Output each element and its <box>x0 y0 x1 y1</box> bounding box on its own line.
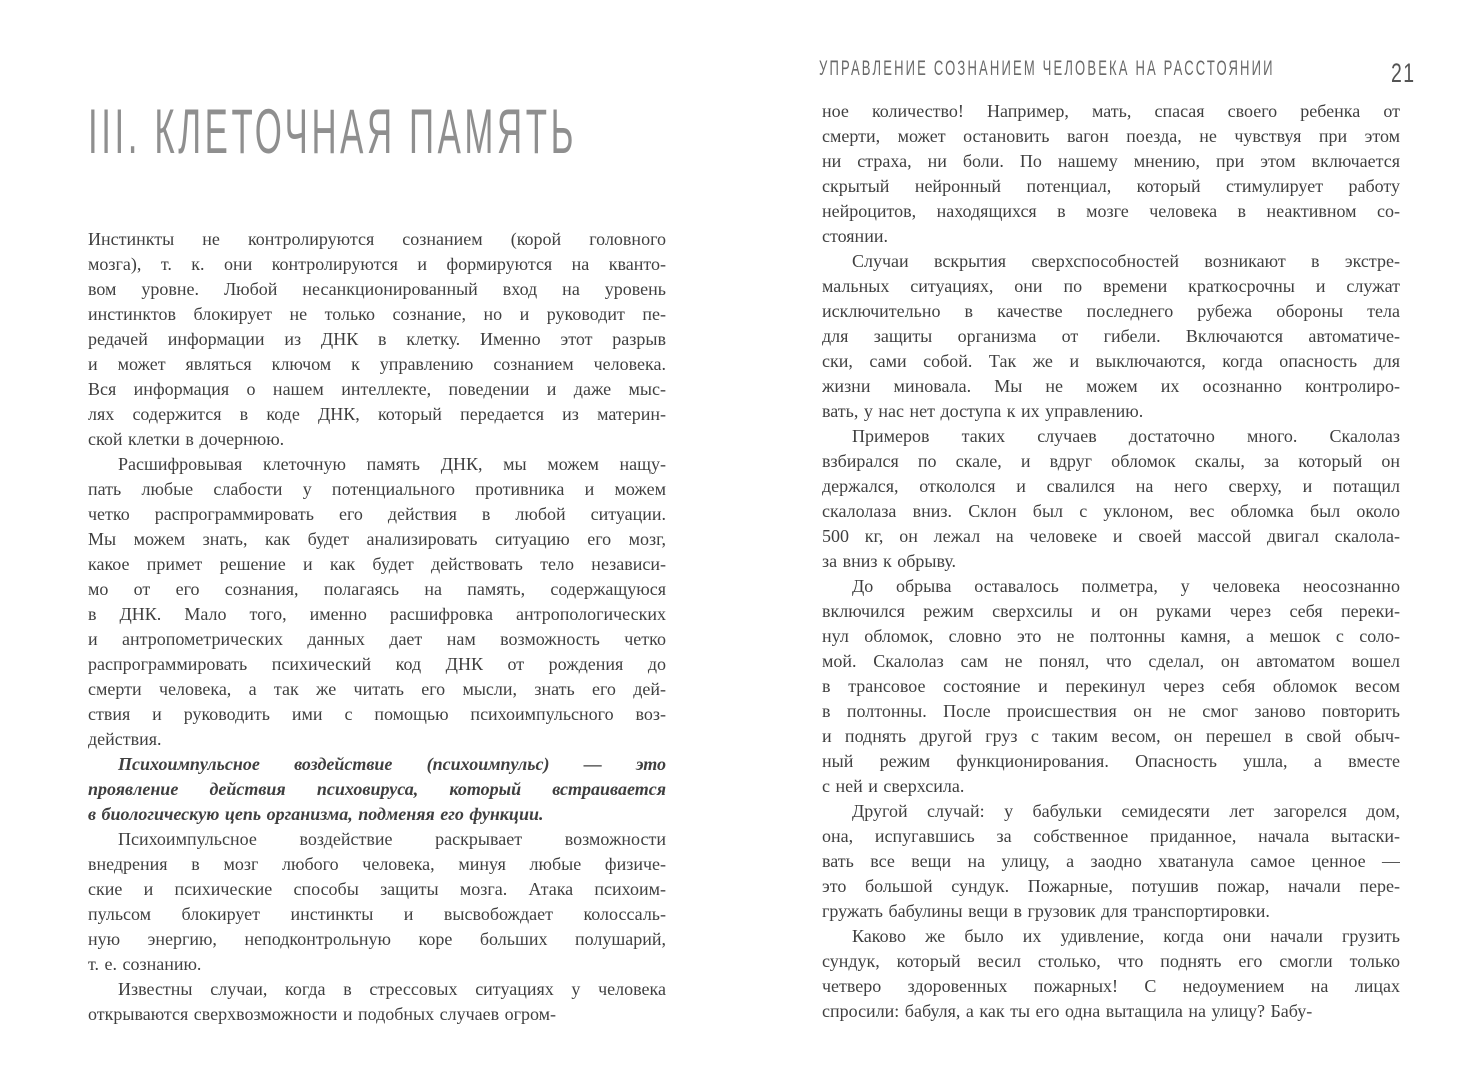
body-paragraph <box>822 249 1400 424</box>
text-line: открываются сверхвозможности и подобных случаев огром- <box>88 1004 557 1024</box>
text-line: Психоимпульсное воздействие раскрывает возможности <box>118 829 666 849</box>
text-line: ное количество! Например, мать, спасая своего ребенка от <box>822 101 1400 121</box>
text-line: ную энергию, неподконтрольную коре больших полушарий, <box>88 929 666 949</box>
text-line: в ДНК. Мало того, именно расшифровка антропологических <box>88 604 666 624</box>
text-line: вать, у нас нет доступа к их управлению. <box>822 401 1144 421</box>
text-line: Другой случай: у бабульки семидесяти лет загорелся дом, <box>852 801 1400 821</box>
body-paragraph <box>88 227 666 452</box>
text-line: Расшифровывая клеточную память ДНК, мы можем нащу- <box>118 454 666 474</box>
text-line: и поднять другой груз с таким весом, он перешел в свой обыч- <box>822 726 1400 746</box>
text-line: действия. <box>88 729 162 749</box>
text-line: жизни миновала. Мы не можем их осознанно контролиро- <box>822 376 1400 396</box>
text-line: Примеров таких случаев достаточно много. Скалолаз <box>852 426 1400 446</box>
text-line: нул обломок, словно это не полтонны камня, а мешок с соло- <box>822 626 1400 646</box>
text-line: редачей информации из ДНК в клетку. Именно этот разрыв <box>88 329 666 349</box>
right-page-text-column <box>822 99 1400 1024</box>
text-line: смерти, может остановить вагон поезда, не чувствуя при этом <box>822 126 1400 146</box>
text-line: смерти человека, а так же читать его мысли, знать его дей- <box>88 679 666 699</box>
body-paragraph <box>88 827 666 977</box>
text-line: вать все вещи на улицу, а заодно хватанула самое ценное — <box>822 851 1400 871</box>
text-line: и антропометрических данных дает нам возможность четко <box>88 629 666 649</box>
text-line: ские и психические способы защиты мозга. Атака психоим- <box>88 879 666 899</box>
body-paragraph <box>88 977 666 1027</box>
text-line: в биологическую цепь организма, подменяя его функции. <box>88 804 544 824</box>
text-line: держался, откололся и свалился на него сверху, и потащил <box>822 476 1400 496</box>
text-line: т. е. сознанию. <box>88 954 202 974</box>
text-line: она, испугавшись за собственное приданное, начала вытаски- <box>822 826 1400 846</box>
body-paragraph <box>822 99 1400 249</box>
text-line: Случаи вскрытия сверхспособностей возникают в экстре- <box>852 251 1400 271</box>
text-line: инстинктов блокирует не только сознание, но и руководит пе- <box>88 304 666 324</box>
body-paragraph <box>822 799 1400 924</box>
text-line: ствия и руководить ими с помощью психоимпульсного воз- <box>88 704 666 724</box>
text-line: сундук, который весил столько, что поднять его смогли только <box>822 951 1400 971</box>
text-line: ской клетки в дочернюю. <box>88 429 285 449</box>
emphasis-paragraph <box>88 752 666 827</box>
body-paragraph <box>822 424 1400 574</box>
text-line: за вниз к обрыву. <box>822 551 957 571</box>
text-line: скалолаза вниз. Склон был с уклоном, вес обломка был около <box>822 501 1400 521</box>
text-line: четверо здоровенных пожарных! С недоумением на лицах <box>822 976 1400 996</box>
text-line: ни страха, ни боли. По нашему мнению, при этом включается <box>822 151 1400 171</box>
text-line: спросили: бабуля, а как ты его одна вытащила на улицу? Бабу- <box>822 1001 1313 1021</box>
text-line: лях содержится в коде ДНК, который передается из материн- <box>88 404 666 424</box>
text-line: вом уровне. Любой несанкционированный вход на уровень <box>88 279 666 299</box>
text-line: мальных ситуациях, они по времени краткосрочны и служат <box>822 276 1400 296</box>
text-line: четко распрограммировать его действия в любой ситуации. <box>88 504 666 524</box>
text-line: в полтонны. После происшествия он не смог заново повторить <box>822 701 1400 721</box>
text-line: мой. Скалолаз сам не понял, что сделал, он автоматом вошел <box>822 651 1400 671</box>
text-line: внедрения в мозг любого человека, минуя любые физиче- <box>88 854 666 874</box>
text-line: ный режим функционирования. Опасность ушла, а вместе <box>822 751 1400 771</box>
text-line: пать любые слабости у потенциального противника и можем <box>88 479 666 499</box>
body-paragraph <box>822 924 1400 1024</box>
text-line: взбирался по скале, и вдруг обломок скалы, за который он <box>822 451 1400 471</box>
text-line: Вся информация о нашем интеллекте, поведении и даже мыс- <box>88 379 666 399</box>
running-header: УПРАВЛЕНИЕ СОЗНАНИЕМ ЧЕЛОВЕКА НА РАССТОЯНИИ <box>819 57 1275 80</box>
text-line: для защиты организма от гибели. Включаются автоматиче- <box>822 326 1400 346</box>
text-line: мозга), т. к. они контролируются и формируются на кванто- <box>88 254 666 274</box>
text-line: 500 кг, он лежал на человеке и своей массой двигал скалола- <box>822 526 1400 546</box>
body-paragraph <box>88 452 666 752</box>
text-line: проявление действия психовируса, который встраивается <box>88 779 666 799</box>
text-line: пульсом блокирует инстинкты и высвобождает колоссаль- <box>88 904 666 924</box>
text-line: ски, сами собой. Так же и выключаются, когда опасность для <box>822 351 1400 371</box>
text-line: нейроцитов, находящихся в мозге человека в неактивном со- <box>822 201 1400 221</box>
page-number: 21 <box>1391 58 1416 88</box>
text-line: Известны случаи, когда в стрессовых ситуациях у человека <box>118 979 666 999</box>
chapter-title: III. КЛЕТОЧНАЯ ПАМЯТЬ <box>88 97 578 168</box>
text-line: скрытый нейронный потенциал, который стимулирует работу <box>822 176 1400 196</box>
left-page-text-column <box>88 227 666 1027</box>
text-line: и может являться ключом к управлению сознанием человека. <box>88 354 666 374</box>
text-line: Психоимпульсное воздействие (психоимпульс) — это <box>118 754 666 774</box>
text-line: гружать бабулины вещи в грузовик для транспортировки. <box>822 901 1270 921</box>
text-line: включился режим сверхсилы и он руками через себя переки- <box>822 601 1400 621</box>
text-line: распрограммировать психический код ДНК от рождения до <box>88 654 666 674</box>
text-line: Мы можем знать, как будет анализировать ситуацию его мозг, <box>88 529 666 549</box>
text-line: исключительно в качестве последнего рубежа обороны тела <box>822 301 1400 321</box>
text-line: Каково же было их удивление, когда они начали грузить <box>852 926 1400 946</box>
text-line: До обрыва оставалось полметра, у человека неосознанно <box>852 576 1400 596</box>
text-line: Инстинкты не контролируются сознанием (корой головного <box>88 229 666 249</box>
text-line: мо от его сознания, полагаясь на память, содержащуюся <box>88 579 666 599</box>
text-line: это большой сундук. Пожарные, потушив пожар, начали пере- <box>822 876 1400 896</box>
text-line: стоянии. <box>822 226 888 246</box>
text-line: в трансовое состояние и перекинул через себя обломок весом <box>822 676 1400 696</box>
text-line: какое примет решение и как будет действовать тело независи- <box>88 554 666 574</box>
body-paragraph <box>822 574 1400 799</box>
text-line: с ней и сверхсила. <box>822 776 965 796</box>
